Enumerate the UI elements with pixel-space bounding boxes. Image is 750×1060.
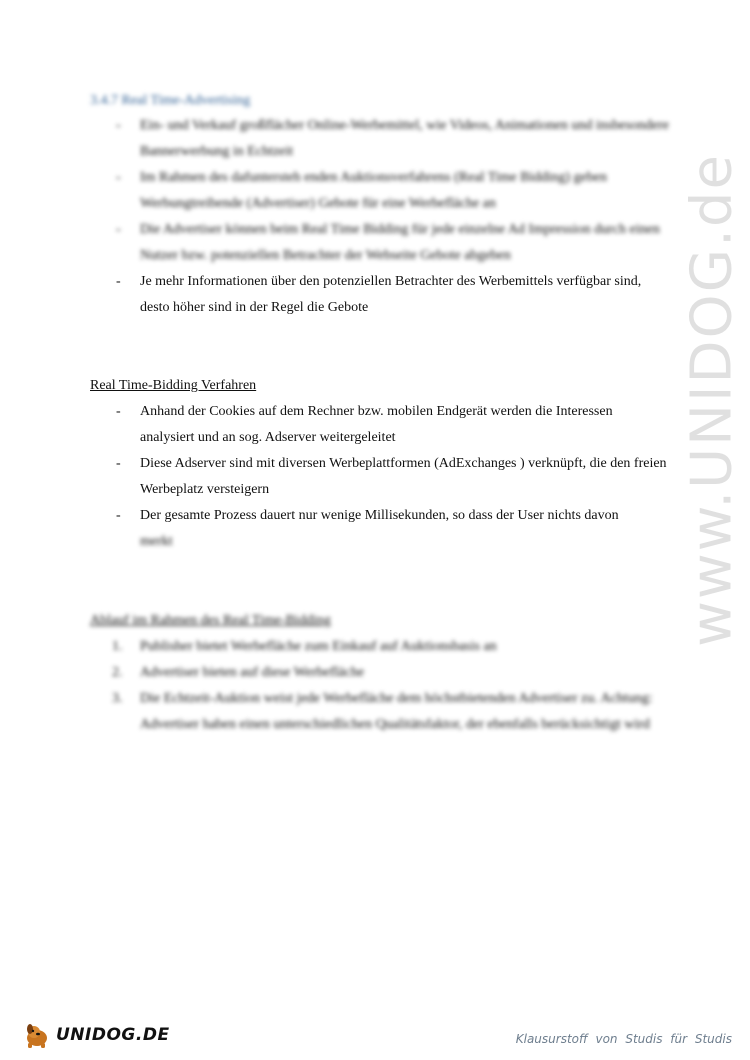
list-item (90, 217, 670, 269)
number-marker: 2. (112, 665, 123, 680)
list-item-text: Je mehr Informationen über den potenziellen Betrachter des Werbemittels verfügbar sind, desto höher sind in der Regel die Gebote (140, 274, 642, 315)
list-item (90, 113, 670, 165)
list-item-text: Im Rahmen des dafuntersteh enden Auktionsverfahrens (Real Time Bidding) geben Werbungtreibende (Advertiser) Gebote für eine Werbefläche an (140, 170, 607, 211)
list-item-text: Die Echtzeit-Auktion weist jede Werbefläche dem höchstbietenden Advertiser zu. Achtung: Advertiser haben einen unterschiedlichen Qualitätsfaktor, der ebenfalls berücksichtigt wird (140, 691, 653, 732)
list-item-text: Der gesamte Prozess dauert nur wenige Millisekunden, so dass der User nichts davon (140, 508, 619, 523)
logo-text: UNIDOG.DE (56, 1025, 170, 1045)
bullet-marker: - (116, 170, 121, 185)
section1-list (90, 113, 670, 321)
list-item (90, 503, 670, 529)
number-marker: 1. (112, 639, 123, 654)
list-item-text: Advertiser bieten auf diese Werbefläche (140, 665, 365, 680)
bullet-marker: - (116, 404, 121, 419)
list-item (90, 634, 670, 660)
bullet-marker: - (116, 274, 121, 289)
list-item-text: Ein- und Verkauf großflächer Online-Werbemittel, wie Videos, Animationen und insbesondere Bannerwerbung in Echtzeit (140, 118, 669, 159)
list-item-text: merkt (140, 534, 173, 549)
bullet-marker: - (116, 456, 121, 471)
unidog-logo[interactable] (22, 1020, 170, 1050)
section-heading-real-time-bidding-verfahren: Real Time-Bidding Verfahren (90, 378, 257, 393)
list-item (90, 165, 670, 217)
section-heading-real-time-advertising: 3.4.7 Real Time-Advertising (90, 93, 251, 108)
list-item (90, 660, 670, 686)
list-item (90, 686, 670, 738)
bullet-marker: - (116, 222, 121, 237)
list-item (90, 451, 670, 503)
section-heading-ablauf: Ablauf im Rahmen des Real Time-Bidding (90, 613, 331, 628)
watermark: www.UNIDOG.de (679, 153, 745, 647)
dog-icon (22, 1020, 52, 1050)
number-marker: 3. (112, 691, 123, 706)
footer-tagline: Klausurstoff von Studis für Studis (515, 1032, 732, 1046)
list-item-text: Diese Adserver sind mit diversen Werbeplattformen (AdExchanges ) verknüpft, die den freien Werbeplatz versteigern (140, 456, 667, 497)
section2-list (90, 399, 670, 555)
list-item (90, 399, 670, 451)
section3-list (90, 634, 670, 738)
list-item-text: Publisher bietet Werbefläche zum Einkauf auf Auktionsbasis an (140, 639, 497, 654)
bullet-marker: - (116, 118, 121, 133)
list-item (90, 529, 670, 555)
list-item-text: Die Advertiser können beim Real Time Bidding für jede einzelne Ad Impression durch einen Nutzer bzw. potenziellen Betrachter der Webseite Gebote abgeben (140, 222, 660, 263)
list-item-text: Anhand der Cookies auf dem Rechner bzw. mobilen Endgerät werden die Interessen analysiert und an sog. Adserver weitergeleitet (140, 404, 613, 445)
list-item (90, 269, 670, 321)
bullet-marker: - (116, 508, 121, 523)
